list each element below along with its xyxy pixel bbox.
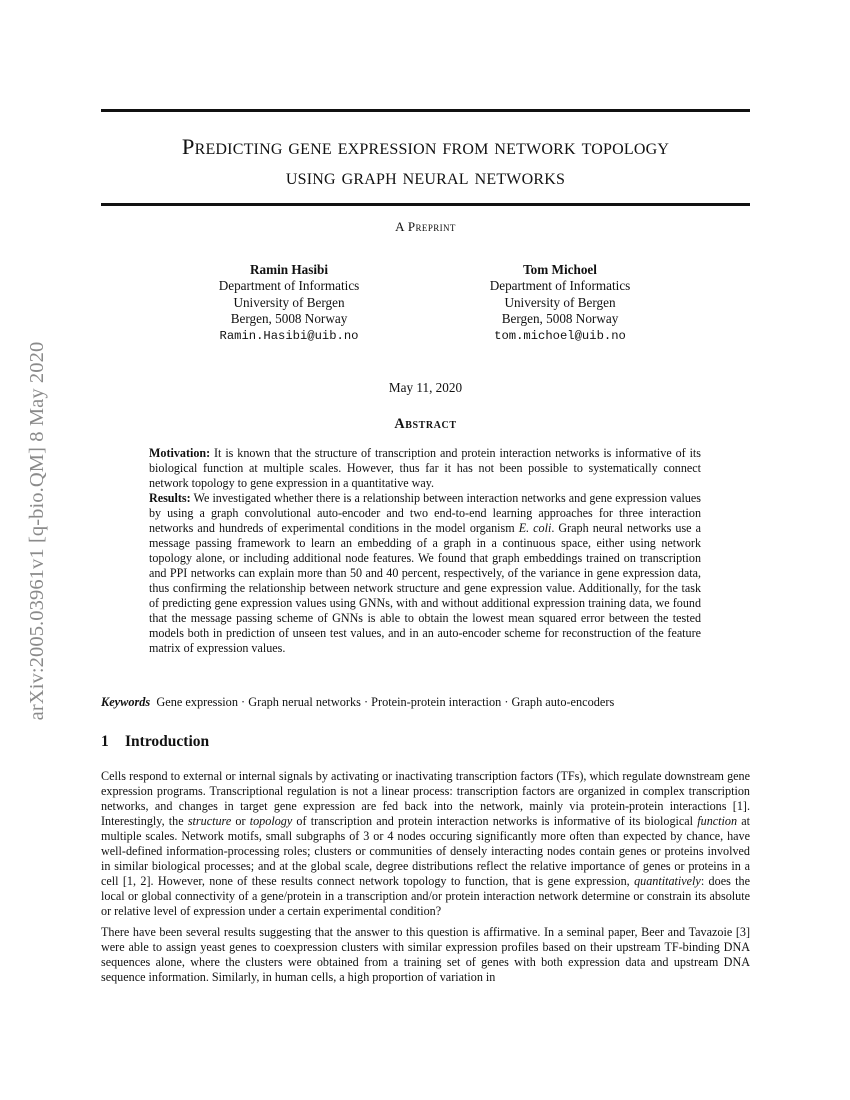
author-university: University of Bergen: [504, 294, 616, 310]
keywords-list: Gene expression · Graph nerual networks · Protein-protein interaction · Graph auto-encoders: [156, 695, 615, 709]
preprint-label: A Preprint: [395, 219, 456, 234]
author-address: Bergen, 5008 Norway: [501, 311, 619, 327]
keywords-label: Keywords: [101, 695, 151, 709]
abstract-motivation: [149, 446, 701, 491]
author-address: Bergen, 5008 Norway: [230, 311, 348, 327]
results-text-continued: . Graph neural networks use a message passing framework to learn an embedding of a graph in a continuous space, either using network topology alone, or including additional node features. We found that graph embeddings trained on transcription and PPI networks can explain more than 50 and 40 percent, respectively, of the variance in gene expression data, thus confirming the relationship between network structure and gene expression value. Additionally, for the task of predicting gene expression values using GNNs, with and without additional expression training data, we found that the message passing scheme of GNNs is able to obtain the lowest mean squared error between the tested models both in prediction of unseen test values, and in an auto-encoder scheme for reconstruction of the feature matrix of expression values.: [149, 521, 701, 655]
author-name: Tom Michoel: [523, 262, 597, 277]
title-line-1: Predicting gene expression from network topology: [181, 134, 670, 159]
author-block-2: [440, 262, 680, 344]
section-title: Introduction: [125, 733, 210, 750]
author-block-1: [169, 262, 409, 344]
title-line-2: using graph neural networks: [285, 164, 566, 189]
author-name: Ramin Hasibi: [249, 262, 329, 277]
abstract-body: [149, 446, 701, 656]
author-email[interactable]: tom.michoel@uib.no: [494, 328, 626, 343]
keywords-line: [101, 695, 750, 710]
introduction-body: [101, 769, 750, 991]
motivation-text: It is known that the structure of transcription and protein interaction networks is informative of its biological function at multiple scales. However, thus far it has not been possible to systematically connect network topology to gene expression in a quantitative way.: [149, 446, 701, 490]
intro-paragraph-2: There have been several results suggesting that the answer to this question is affirmative. In a seminal paper, Beer and Tavazoie [3] were able to assign yeast genes to coexpression clusters with similar expression profiles based on their upstream TF-binding DNA sequences alone, where the clusters were obtained from a training set of genes with both expression data and upstream DNA sequence information. Similarly, in human cells, a high proportion of variation in: [101, 925, 750, 984]
intro-paragraph-1: Cells respond to external or internal signals by activating or inactivating transcription factors (TFs), which regulate downstream gene expression programs. Transcriptional regulation is not a linear process: transcription factors are organized in complex transcription networks, and changes in target gene expression are fed back into the network, mainly via protein-protein interactions [1]. Interestingly, the structure or topology of transcription and protein interaction networks is informative of its biological function at multiple scales. Network motifs, small subgraphs of 3 or 4 nodes occuring significantly more often than expected by chance, have well-defined information-processing roles; clusters or communities of densely interacting nodes contain genes or proteins involved in similar biological processes; and at the global scale, degree distributions reflect the relative importance of genes or proteins in a cell [1, 2]. However, none of these results connect network topology to function, that is gene expression, quantitatively: does the local or global connectivity of a gene/protein in a transcription and/or protein interaction network determine or constrain its absolute or relative level of expression under a certain experimental condition?: [101, 769, 751, 918]
results-text: We investigated whether there is a relationship between interaction networks and gene expression values by using a graph convolutional auto-encoder and two end-to-end learning approaches for three interaction networks and hundreds of experimental conditions in the model organism: [149, 491, 701, 535]
title-top-rule: [101, 109, 750, 112]
publication-date: May 11, 2020: [388, 380, 463, 395]
abstract-results: [149, 491, 701, 656]
author-email[interactable]: Ramin.Hasibi@uib.no: [219, 328, 359, 343]
section-heading-introduction: [101, 733, 209, 751]
title-bottom-rule: [101, 203, 750, 206]
results-label: Results:: [149, 491, 191, 505]
author-department: Department of Informatics: [489, 278, 631, 294]
abstract-heading: Abstract: [394, 416, 457, 432]
author-department: Department of Informatics: [218, 278, 360, 294]
section-number: 1: [101, 733, 109, 750]
paper-title: [101, 132, 750, 192]
motivation-label: Motivation:: [149, 446, 211, 460]
organism-name: E. coli: [518, 521, 552, 535]
arxiv-identifier-stamp: arXiv:2005.03961v1 [q-bio.QM] 8 May 2020: [26, 341, 48, 721]
author-university: University of Bergen: [233, 294, 345, 310]
